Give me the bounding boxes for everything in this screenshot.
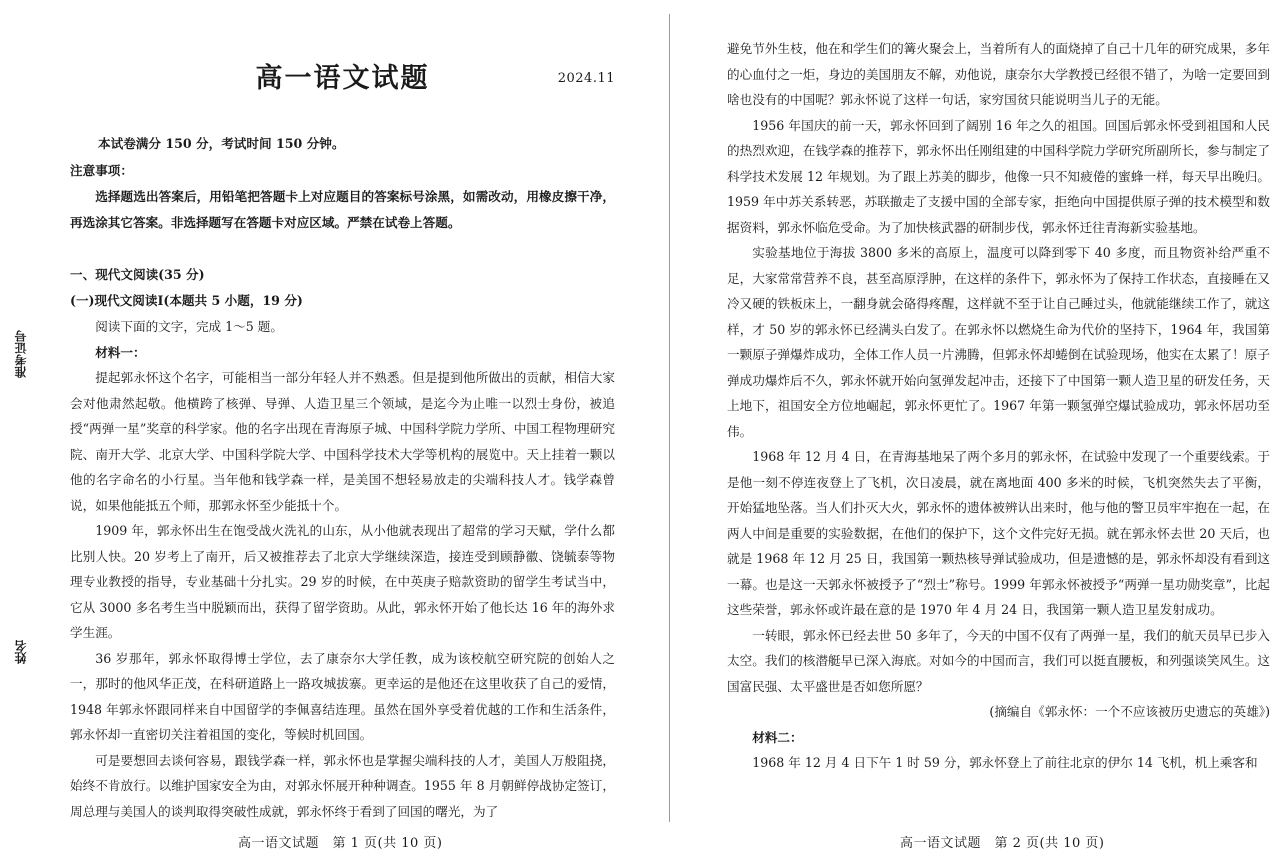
paragraph: 提起郭永怀这个名字，可能相当一部分年轻人并不熟悉。但是提到他所做出的贡献，相信大家会对他肃然起敬。他横跨了核弹、导弹、人造卫星三个领域，是迄今为止唯一以烈士身份，被追授“两弹一星”奖章的科学家。他的名字出现在青海原子城、中国科学院力学所、中国工程物理研究院、南开大学、北京大学、中国科学院大学、中国科学技术大学等机构的展览中。天上挂着一颗以他的名字命名的小行星。当年他和钱学森一样，是美国不想轻易放走的尖端科技人才。钱学森曾说，如果他能抵五个师，那郭永怀至少能抵十个。 [70,370,615,513]
paragraph: 一转眼，郭永怀已经去世 50 多年了，今天的中国不仅有了两弹一星，我们的航天员早已步入太空。我们的核潜艇早已深入海底。对如今的中国而言，我们可以挺直腰板，和列强谈笑风生。这国富民强、太平盛世是否如您所愿？ [727,627,1270,694]
page-divider [669,14,670,822]
score-line: 本试卷满分 150 分，考试时间 150 分钟。 [98,136,345,151]
material-2-heading: 材料二： [752,729,803,745]
paragraph: 实验基地位于海拔 3800 多米的高原上，温度可以降到零下 40 多度，而且物资补给严重不足，大家常常营养不良，甚至高原浮肿，在这样的条件下，郭永怀为了保持工作状态，直接睡在又冷又硬的铁板床上，一翻身就会硌得疼醒，这样就不至于让自己睡过头，他就能继续工作了，就这样，才 50 岁的郭永怀已经满头白发了。在郭永怀以燃烧生命为代价的坚持下，1964 年，我国第一颗原子弹爆炸成功，全体工作人员一片沸腾，但郭永怀却蜷倒在试验现场，他实在太累了！原子弹成功爆炸后不久，郭永怀就开始向氢弹发起冲击，还接下了中国第一颗人造卫星的研发任务，天上地下，祖国安全方位地崛起，郭永怀更忙了。1967 年第一颗氢弹空爆试验成功，郭永怀居功至伟。 [727,245,1270,439]
source-citation: (摘编自《郭永怀：一个不应该被历史遗忘的英雄》) [989,704,1270,719]
section-heading: 一、现代文阅读(35 分) [70,267,205,282]
page-title: 高一语文试题 [255,63,430,94]
page-2-body [727,36,1270,776]
notice-body: 选择题选出答案后，用铅笔把答题卡上对应题目的答案标号涂黑，如需改动，用橡皮擦干净，再选涂其它答案。非选择题写在答题卡对应区域。严禁在试卷上答题。 [70,189,615,230]
material-1-heading: 材料一： [95,344,146,360]
exam-date: 2024.11 [557,71,615,86]
notice-heading: 注意事项： [70,163,133,178]
exam-number-label: 准考证号 [14,330,28,378]
page-1-footer: 高一语文试题 第 1 页(共 10 页) [238,836,443,851]
paragraph: 36 岁那年，郭永怀取得博士学位，去了康奈尔大学任教，成为该校航空研究院的创始人之一，那时的他风华正茂，在科研道路上一路攻城拔寨。更幸运的是他还在这里收获了自己的爱情，1948 年郭永怀跟同样来自中国留学的李佩喜结连理。虽然在国外享受着优越的工作和生活条件，郭永怀却一直密切关注着祖国的变化，等候时机回国。 [70,650,615,742]
paragraph: 1968 年 12 月 4 日下午 1 时 59 分，郭永怀登上了前往北京的伊尔 14 飞机，机上乘客和 [752,755,1258,770]
name-label: 姓名 [14,640,28,664]
title-row [70,56,615,96]
page-1-body [70,314,615,824]
reading-instruction: 阅读下面的文字，完成 1～5 题。 [95,319,283,334]
paragraph: 避免节外生枝，他在和学生们的篝火聚会上，当着所有人的面烧掉了自己十几年的研究成果，多年的心血付之一炬，身边的美国朋友不解，劝他说，康奈尔大学教授已经很不错了，为啥一定要回到啥也没有的中国呢？郭永怀说了这样一句话，家穷国贫只能说明当儿子的无能。 [727,41,1270,107]
paragraph: 1909 年，郭永怀出生在饱受战火洗礼的山东，从小他就表现出了超常的学习天赋，学什么都比别人快。20 岁考上了南开，后又被推荐去了北京大学继续深造，接连受到顾静徽、饶毓泰等物理专业教授的指导，专业基础十分扎实。29 岁的时候，在中英庚子赔款资助的留学生考试当中，它从 3000 多名考生当中脱颖而出，获得了留学资助。从此，郭永怀开始了他长达 16 年的海外求学生涯。 [70,523,615,640]
paragraph: 可是要想回去谈何容易，跟钱学森一样，郭永怀也是掌握尖端科技的人才，美国人万般阻挠，始终不肯放行。以维护国家安全为由，对郭永怀展开种种调查。1955 年 8 月朝鲜停战协定签订，周总理与美国人的谈判取得突破性成就，郭永怀终于看到了回国的曙光，为了 [70,752,615,819]
paragraph: 1956 年国庆的前一天，郭永怀回到了阔别 16 年之久的祖国。回国后郭永怀受到祖国和人民的热烈欢迎，在钱学森的推荐下，郭永怀出任刚组建的中国科学院力学研究所副所长，参与制定了科学技术发展 12 年规划。为了跟上苏美的脚步，他像一只不知疲倦的蜜蜂一样，每天早出晚归。1959 年中苏关系转恶，苏联撤走了支援中国的全部专家，拒绝向中国提供原子弹的技术模型和数据资料，郭永怀临危受命。为了加快核武器的研制步伐，郭永怀迁往青海新实验基地。 [727,117,1270,235]
subsection-heading: (一)现代文阅读Ⅰ(本题共 5 小题，19 分) [70,293,303,308]
page-2-footer: 高一语文试题 第 2 页(共 10 页) [900,836,1105,851]
paragraph: 1968 年 12 月 4 日，在青海基地呆了两个多月的郭永怀，在试验中发现了一个重要线索。于是他一刻不停连夜登上了飞机，次日凌晨，就在离地面 400 多米的时候，飞机突然失去了平衡，开始猛地坠落。当人们扑灭大火，郭永怀的遗体被辨认出来时，他与他的警卫员牢牢抱在一起，在两人中间是重要的实验数据，在他们的保护下，这个文件完好无损。就在郭永怀去世 20 天后，也就是 1968 年 12 月 25 日，我国第一颗热核导弹试验成功，但是遗憾的是，郭永怀却没有看到这一幕。也是这一天郭永怀被授予了“烈士”称号。1999 年郭永怀被授予“两弹一星功勋奖章”，比起这些荣誉，郭永怀或许最在意的是 1970 年 4 月 24 日，我国第一颗人造卫星发射成功。 [727,449,1270,617]
